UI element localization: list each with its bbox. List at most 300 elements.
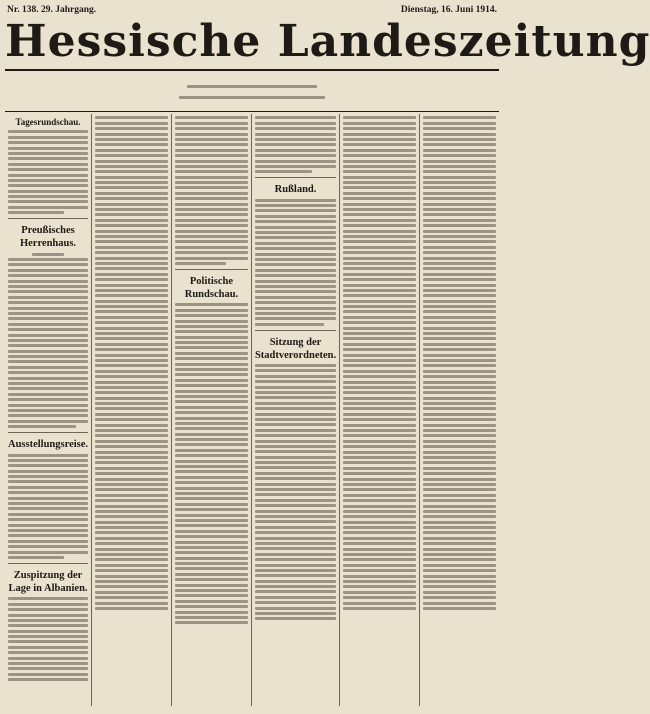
text-line [343,208,416,211]
text-line [255,209,336,212]
text-line [343,424,416,427]
text-line [175,368,248,371]
text-line [255,127,336,130]
text-line [343,505,416,508]
text-line [175,465,248,468]
text-line [255,601,336,604]
text-line [255,504,336,507]
text-line [175,186,248,189]
text-line [8,344,88,347]
text-line [423,332,496,335]
text-line [423,440,496,443]
text-line [175,524,248,527]
text-line [8,382,88,385]
text-line [255,526,336,529]
text-line [95,278,168,281]
text-line [255,380,336,383]
text-line [8,425,76,428]
text-line [343,445,416,448]
text-line [95,143,168,146]
text-line [423,434,496,437]
text-line [423,165,496,168]
text-line [8,414,88,417]
text-line [8,480,88,483]
text-line [255,296,336,299]
text-line [423,354,496,357]
text-line [95,424,168,427]
text-line [255,477,336,480]
text-line [8,518,88,521]
text-line [8,673,88,676]
text-line [175,605,248,608]
text-line [343,537,416,540]
text-line [175,127,248,130]
text-line [95,348,168,351]
text-line [423,472,496,475]
text-line [343,230,416,233]
text-line [255,280,336,283]
text-line [8,597,88,600]
text-line [423,499,496,502]
text-line [343,127,416,130]
text-line [255,143,336,146]
text-line [423,203,496,206]
text-line [8,328,88,331]
text-line [175,470,248,473]
text-line [95,381,168,384]
text-line [423,591,496,594]
text-line [255,133,336,136]
text-line [8,630,88,633]
text-line [423,300,496,303]
text-line [95,240,168,243]
text-line [175,611,248,614]
text-line [343,359,416,362]
text-line [175,314,248,317]
text-line [423,451,496,454]
text-line [8,551,88,554]
text-line [95,186,168,189]
text-line [343,607,416,610]
text-line [8,475,88,478]
text-line [343,305,416,308]
text-line [187,85,317,88]
text-line [8,317,88,320]
text-line [175,400,248,403]
text-line [95,505,168,508]
text-line [343,451,416,454]
text-line [255,226,336,229]
text-line [175,578,248,581]
section-heading: Preußisches Herrenhaus. [19,225,77,250]
text-line [255,488,336,491]
text-line [255,402,336,405]
text-line [255,472,336,475]
text-line [423,192,496,195]
text-line [255,204,336,207]
text-line [8,409,88,412]
text-line [255,258,336,261]
text-line [255,493,336,496]
text-line [175,541,248,544]
text-line [343,300,416,303]
text-line [95,170,168,173]
text-line [255,418,336,421]
text-line [343,494,416,497]
text-line [8,206,88,209]
text-line [8,323,88,326]
text-line [175,303,248,306]
text-line [343,440,416,443]
text-line [175,406,248,409]
text-line [423,170,496,173]
text-line [175,262,226,265]
text-line [175,567,248,570]
text-line [255,580,336,583]
text-line [175,154,248,157]
text-line [255,170,312,173]
text-line [423,569,496,572]
text-line [175,422,248,425]
text-line [255,154,336,157]
text-line [95,224,168,227]
text-line [255,312,336,315]
text-line [423,413,496,416]
text-line [175,454,248,457]
text-line [8,556,64,559]
text-line [343,418,416,421]
column-4 [252,114,340,706]
text-line [343,558,416,561]
text-line [8,307,88,310]
text-line [255,413,336,416]
text-line [95,542,168,545]
text-line [423,230,496,233]
text-line [175,203,248,206]
text-line [255,564,336,567]
text-line [175,449,248,452]
text-line [8,486,88,489]
text-line [95,316,168,319]
text-line [255,510,336,513]
text-line [255,450,336,453]
text-line [343,203,416,206]
text-line [179,96,325,99]
text-line [343,316,416,319]
text-line [423,364,496,367]
text-line [175,181,248,184]
text-line [255,396,336,399]
text-line [343,116,416,119]
text-line [343,284,416,287]
text-line [175,530,248,533]
text-line [175,427,248,430]
text-line [8,640,88,643]
text-line [423,213,496,216]
text-line [95,203,168,206]
text-line [95,499,168,502]
text-line [423,321,496,324]
text-line [8,513,88,516]
text-line [175,487,248,490]
text-line [343,138,416,141]
text-line [255,285,336,288]
text-line [423,575,496,578]
text-line [8,285,88,288]
text-line [423,122,496,125]
text-line [8,334,88,337]
text-line [8,497,88,500]
text-line [8,147,88,150]
text-line [8,398,88,401]
text-line [175,230,248,233]
text-line [343,456,416,459]
text-line [423,424,496,427]
issue-line [5,4,499,16]
text-line [95,273,168,276]
text-line [175,246,248,249]
text-line [95,537,168,540]
text-line [95,521,168,524]
text-line [255,585,336,588]
text-line [343,197,416,200]
text-line [95,122,168,125]
text-line [95,456,168,459]
text-line [95,386,168,389]
text-line [95,343,168,346]
masthead-info-strip [5,72,499,110]
text-line [255,440,336,443]
text-line [343,596,416,599]
text-line [423,160,496,163]
text-line [95,440,168,443]
text-line [175,594,248,597]
text-line [175,433,248,436]
text-line [255,617,336,620]
text-line [8,263,88,266]
article-separator [175,269,248,270]
text-line [175,573,248,576]
text-line [175,411,248,414]
text-line [343,548,416,551]
text-line [255,461,336,464]
text-line [255,558,336,561]
text-line [95,569,168,572]
text-line [255,138,336,141]
text-line [95,375,168,378]
text-line [343,391,416,394]
editorial-info [171,74,333,108]
text-line [95,488,168,491]
text-line [423,607,496,610]
text-line [175,352,248,355]
text-line [95,192,168,195]
text-line [423,348,496,351]
text-line [343,213,416,216]
text-line [175,160,248,163]
text-line [343,569,416,572]
text-line [95,434,168,437]
text-line [175,551,248,554]
text-line [343,521,416,524]
text-line [8,360,88,363]
text-line [423,381,496,384]
text-line [423,138,496,141]
text-line [343,499,416,502]
text-line [343,192,416,195]
text-line [175,438,248,441]
text-line [423,386,496,389]
text-line [343,219,416,222]
text-line [423,343,496,346]
text-line [8,184,88,187]
text-line [423,208,496,211]
text-line [423,531,496,534]
text-line [8,280,88,283]
text-line [175,497,248,500]
text-line [175,208,248,211]
text-line [423,262,496,265]
text-line [423,580,496,583]
text-line [343,553,416,556]
text-line [423,186,496,189]
text-line [255,434,336,437]
text-line [8,211,64,214]
text-line [255,423,336,426]
text-line [343,575,416,578]
text-line [423,310,496,313]
text-line [95,321,168,324]
text-line [423,257,496,260]
text-line [423,337,496,340]
text-line [343,478,416,481]
text-line [8,179,88,182]
text-line [255,553,336,556]
text-line [423,418,496,421]
text-line [95,510,168,513]
text-line [8,502,88,505]
text-line [343,407,416,410]
article-separator [8,563,88,564]
text-line [343,165,416,168]
text-line [255,391,336,394]
text-line [343,542,416,545]
text-line [343,591,416,594]
text-line [343,246,416,249]
text-line [175,224,248,227]
text-line [343,375,416,378]
text-line [255,263,336,266]
text-line [255,369,336,372]
text-line [343,337,416,340]
text-line [255,317,336,320]
text-line [8,157,88,160]
text-line [95,305,168,308]
text-line [255,569,336,572]
text-line [175,584,248,587]
text-line [95,208,168,211]
text-line [95,133,168,136]
text-line [423,240,496,243]
text-line [95,564,168,567]
text-line [423,149,496,152]
text-line [343,267,416,270]
text-line [95,332,168,335]
text-line [423,548,496,551]
text-line [175,395,248,398]
text-line [95,165,168,168]
text-line [255,445,336,448]
text-line [343,170,416,173]
section-heading: Tagesrundschau. [15,117,81,127]
text-line [343,332,416,335]
text-line [95,418,168,421]
text-line [8,529,88,532]
text-line [423,510,496,513]
text-line [255,122,336,125]
text-line [255,466,336,469]
text-line [8,507,88,510]
text-line [95,160,168,163]
text-line [95,494,168,497]
article-separator [255,177,336,178]
text-line [343,526,416,529]
text-line [8,200,88,203]
text-line [95,526,168,529]
text-line [255,574,336,577]
text-line [175,176,248,179]
text-line [8,377,88,380]
text-line [95,580,168,583]
text-line [95,176,168,179]
text-line [95,235,168,238]
text-line [423,585,496,588]
text-line [343,143,416,146]
text-line [95,478,168,481]
text-line [8,269,88,272]
text-line [343,181,416,184]
text-line [8,136,88,139]
text-line [255,274,336,277]
text-line [95,230,168,233]
text-line [95,116,168,119]
text-line [423,483,496,486]
text-line [8,195,88,198]
text-line [343,472,416,475]
text-line [8,168,88,171]
text-line [423,251,496,254]
text-line [343,488,416,491]
text-line [423,316,496,319]
text-line [8,258,88,261]
text-line [255,375,336,378]
text-line [95,391,168,394]
text-line [343,467,416,470]
text-line [423,219,496,222]
text-line [95,548,168,551]
text-line [423,305,496,308]
text-line [8,657,88,660]
text-line [423,397,496,400]
text-line [95,154,168,157]
text-line [175,325,248,328]
text-line [175,219,248,222]
text-line [95,327,168,330]
text-line [175,600,248,603]
text-line [343,273,416,276]
advertising-info [337,74,499,108]
text-line [343,510,416,513]
